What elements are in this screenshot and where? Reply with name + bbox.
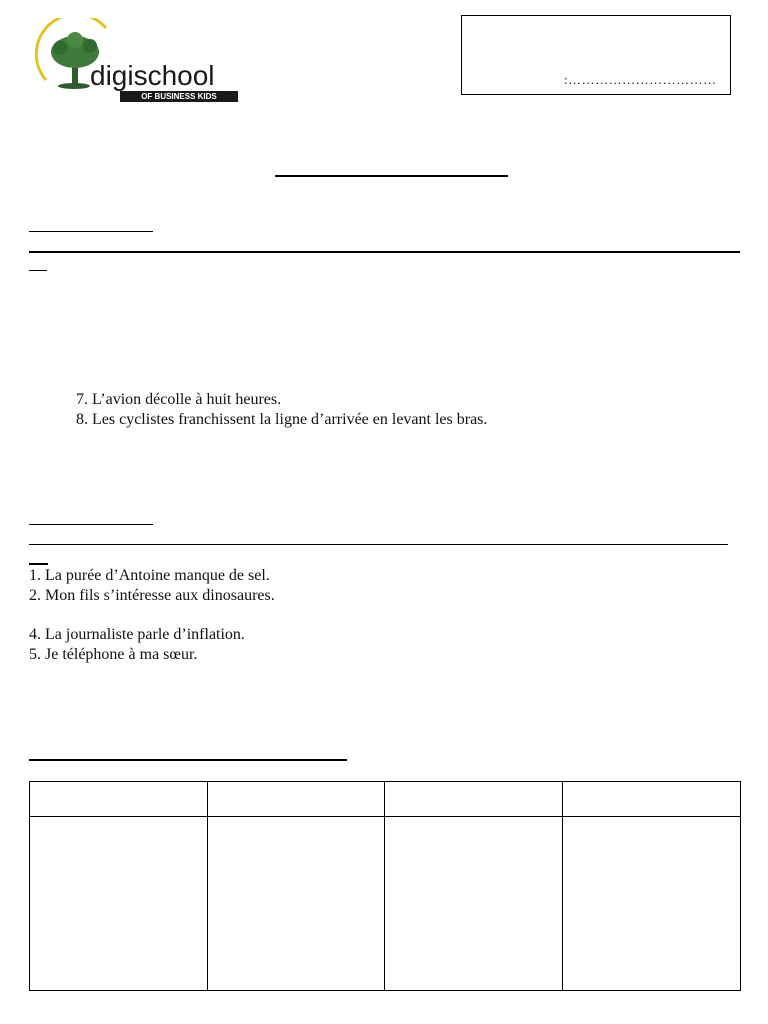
logo-tagline: OF BUSINESS KIDS: [120, 91, 238, 102]
table-header-cell: [30, 782, 208, 817]
exercise1-item: 7. L’avion décolle à huit heures.: [76, 391, 282, 408]
table-answer-cell[interactable]: [385, 817, 562, 991]
table-answer-cell[interactable]: [208, 817, 385, 991]
title-underline: [275, 175, 508, 177]
table-answer-cell[interactable]: [30, 817, 208, 991]
exercise2-item: 2. Mon fils s’intéresse aux dinosaures.: [29, 587, 275, 604]
table-answer-cell[interactable]: [562, 817, 740, 991]
exercise2-instruction-rule: [29, 544, 728, 545]
school-logo: [34, 18, 224, 114]
table-header-row: [30, 782, 741, 817]
exercise1-rule-tail: [29, 270, 47, 271]
student-info-box: [461, 15, 731, 95]
exercise2-heading-underline: [29, 524, 153, 525]
exercise2-item: 1. La purée d’Antoine manque de sel.: [29, 567, 270, 584]
answer-table: [29, 781, 741, 991]
table-header-cell: [208, 782, 385, 817]
table-header-cell: [562, 782, 740, 817]
exercise2-item: 4. La journaliste parle d’inflation.: [29, 626, 245, 643]
exercise1-instruction-rule: [29, 251, 740, 253]
exercise1-heading-underline: [29, 231, 153, 232]
exercise3-heading-underline: [29, 759, 347, 761]
logo-wordmark: digischool: [90, 60, 215, 91]
exercise2-rule-tail: [29, 563, 48, 565]
exercise1-item: 8. Les cyclistes franchissent la ligne d’arrivée en levant les bras.: [76, 411, 488, 428]
table-header-cell: [385, 782, 562, 817]
exercise2-item: 5. Je téléphone à ma sœur.: [29, 646, 198, 663]
name-dotted-line: :……………………………: [564, 72, 717, 87]
table-row: [30, 817, 741, 991]
